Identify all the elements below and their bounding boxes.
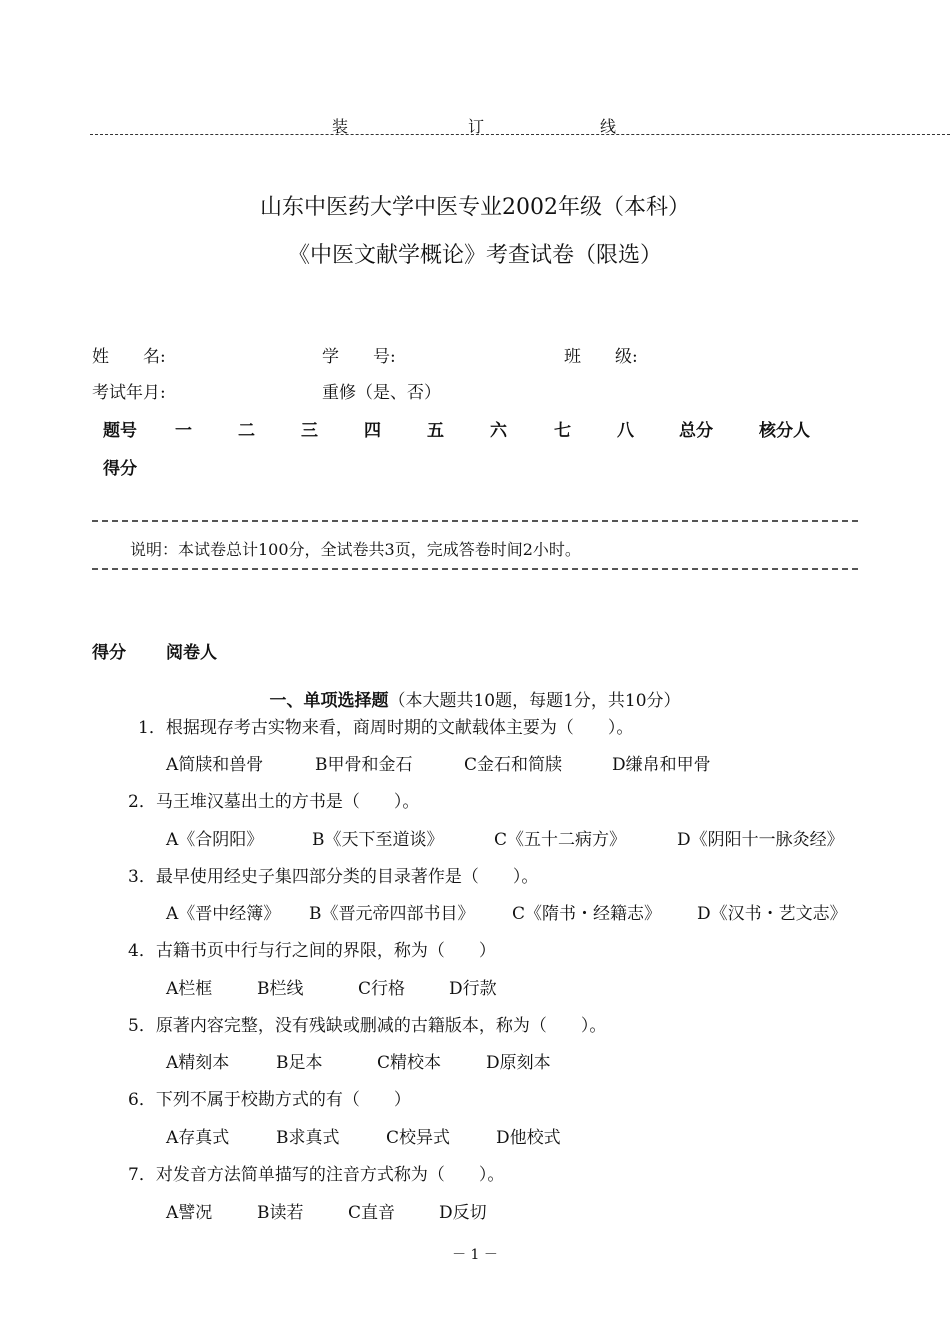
q4-option-d: D行款 <box>449 979 497 999</box>
q3-option-b: B《晋元帝四部书目》 <box>309 904 475 924</box>
q2-option-c: C《五十二病方》 <box>494 830 627 850</box>
name-label: 姓 名: <box>92 347 166 367</box>
score-header-checker: 核分人 <box>759 421 810 441</box>
q4-option-b: B栏线 <box>257 979 304 999</box>
q7-option-a: A譬况 <box>166 1203 213 1223</box>
question-4: 4．古籍书页中行与行之间的界限，称为（ ） <box>128 941 496 961</box>
binding-char-3: 线 <box>600 117 617 136</box>
note-divider-bottom <box>92 568 858 570</box>
q1-option-a: A简牍和兽骨 <box>166 755 264 775</box>
score-header-8: 八 <box>617 421 634 441</box>
q6-option-c: C校异式 <box>386 1128 451 1148</box>
q2-option-a: A《合阴阳》 <box>166 830 264 850</box>
grader-reviewer-label: 阅卷人 <box>166 643 217 663</box>
score-header-7: 七 <box>554 421 571 441</box>
class-label: 班 级: <box>564 347 638 367</box>
student-id-label: 学 号: <box>322 347 396 367</box>
q5-option-b: B足本 <box>276 1053 323 1073</box>
q7-option-b: B读若 <box>257 1203 304 1223</box>
exam-date-label: 考试年月: <box>92 383 166 403</box>
question-1: 1．根据现存考古实物来看，商周时期的文献载体主要为（ ）。 <box>138 718 634 738</box>
q5-option-c: C精校本 <box>377 1053 442 1073</box>
exam-note: 说明：本试卷总计100分，全试卷共3页，完成答卷时间2小时。 <box>130 540 581 559</box>
q2-option-d: D《阴阳十一脉灸经》 <box>677 830 844 850</box>
q1-option-c: C金石和简牍 <box>464 755 563 775</box>
q4-option-c: C行格 <box>358 979 406 999</box>
q5-option-d: D原刻本 <box>486 1053 551 1073</box>
question-7: 7．对发音方法简单描写的注音方式称为（ ）。 <box>128 1165 505 1185</box>
page-number: － 1 － <box>452 1247 498 1263</box>
q7-option-c: C直音 <box>348 1203 396 1223</box>
q5-option-a: A精刻本 <box>166 1053 230 1073</box>
binding-line <box>90 112 950 135</box>
section-1-title <box>0 686 950 711</box>
exam-title-line2: 《中医文献学概论》考查试卷（限选） <box>287 243 662 268</box>
question-3: 3．最早使用经史子集四部分类的目录著作是（ ）。 <box>128 867 539 887</box>
score-header-6: 六 <box>490 421 507 441</box>
q6-option-d: D他校式 <box>496 1128 561 1148</box>
q6-option-a: A存真式 <box>166 1128 230 1148</box>
exam-title-line1: 山东中医药大学中医专业2002年级（本科） <box>260 195 690 220</box>
q3-option-a: A《晋中经簿》 <box>166 904 281 924</box>
score-header-1: 一 <box>175 421 192 441</box>
score-header-5: 五 <box>427 421 444 441</box>
binding-char-2: 订 <box>468 117 485 136</box>
q4-option-a: A栏框 <box>166 979 213 999</box>
q6-option-b: B求真式 <box>276 1128 340 1148</box>
question-2: 2．马王堆汉墓出土的方书是（ ）。 <box>128 792 420 812</box>
binding-char-1: 装 <box>332 117 349 136</box>
question-6: 6．下列不属于校勘方式的有（ ） <box>128 1090 411 1110</box>
q2-option-b: B《天下至道谈》 <box>312 830 444 850</box>
score-header-3: 三 <box>301 421 318 441</box>
score-header-total: 总分 <box>679 421 713 441</box>
score-header-2: 二 <box>238 421 255 441</box>
section-1-heading: 一、单项选择题 <box>269 691 389 711</box>
score-row-label: 得分 <box>103 459 137 479</box>
question-5: 5．原著内容完整，没有残缺或删减的古籍版本，称为（ ）。 <box>128 1016 607 1036</box>
q1-option-d: D缣帛和甲骨 <box>612 755 711 775</box>
grader-score-label: 得分 <box>92 643 126 663</box>
q3-option-c: C《隋书・经籍志》 <box>512 904 662 924</box>
q1-option-b: B甲骨和金石 <box>315 755 413 775</box>
retake-label: 重修（是、否） <box>322 383 441 403</box>
q7-option-d: D反切 <box>439 1203 487 1223</box>
score-header-4: 四 <box>364 421 381 441</box>
score-header-number: 题号 <box>103 421 137 441</box>
note-divider-top <box>92 520 858 522</box>
section-1-subtitle: （本大题共10题，每题1分，共10分） <box>388 691 681 711</box>
q3-option-d: D《汉书・艺文志》 <box>697 904 847 924</box>
